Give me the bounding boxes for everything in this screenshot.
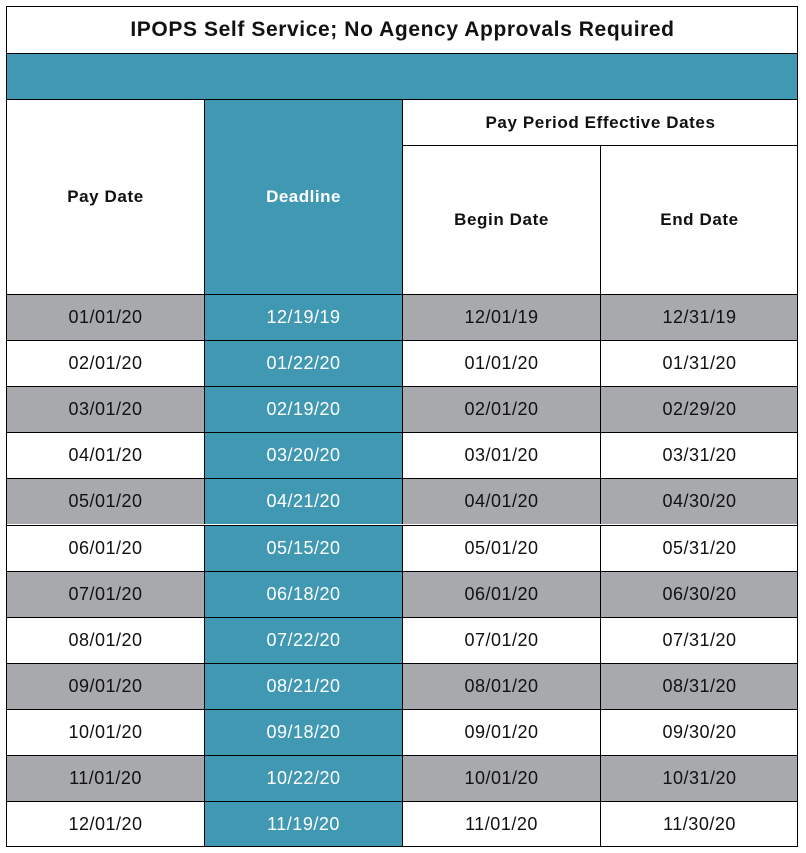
cell-begin-date: 03/01/20 bbox=[402, 432, 600, 478]
cell-begin-date: 05/01/20 bbox=[402, 525, 600, 571]
cell-pay-date: 01/01/20 bbox=[6, 294, 204, 340]
cell-begin-date: 11/01/20 bbox=[402, 801, 600, 847]
cell-pay-date: 05/01/20 bbox=[6, 478, 204, 524]
cell-end-date: 04/30/20 bbox=[600, 478, 798, 524]
cell-deadline: 11/19/20 bbox=[204, 801, 402, 847]
cell-pay-date: 06/01/20 bbox=[6, 525, 204, 571]
cell-deadline: 01/22/20 bbox=[204, 340, 402, 386]
cell-begin-date: 07/01/20 bbox=[402, 617, 600, 663]
header-effective-dates: Pay Period Effective Dates bbox=[402, 99, 798, 145]
cell-end-date: 01/31/20 bbox=[600, 340, 798, 386]
cell-begin-date: 02/01/20 bbox=[402, 386, 600, 432]
pay-schedule-table bbox=[6, 6, 798, 847]
cell-pay-date: 04/01/20 bbox=[6, 432, 204, 478]
cell-pay-date: 03/01/20 bbox=[6, 386, 204, 432]
accent-band bbox=[6, 53, 798, 99]
cell-end-date: 08/31/20 bbox=[600, 663, 798, 709]
table-title: IPOPS Self Service; No Agency Approvals Required bbox=[6, 6, 798, 53]
cell-pay-date: 10/01/20 bbox=[6, 709, 204, 755]
cell-end-date: 03/31/20 bbox=[600, 432, 798, 478]
cell-end-date: 12/31/19 bbox=[600, 294, 798, 340]
header-begin-date: Begin Date bbox=[402, 145, 600, 294]
cell-deadline: 02/19/20 bbox=[204, 386, 402, 432]
header-pay-date: Pay Date bbox=[6, 99, 204, 294]
cell-deadline: 12/19/19 bbox=[204, 294, 402, 340]
cell-begin-date: 04/01/20 bbox=[402, 478, 600, 524]
cell-pay-date: 02/01/20 bbox=[6, 340, 204, 386]
cell-begin-date: 12/01/19 bbox=[402, 294, 600, 340]
header-end-date: End Date bbox=[600, 145, 798, 294]
cell-end-date: 11/30/20 bbox=[600, 801, 798, 847]
cell-begin-date: 06/01/20 bbox=[402, 571, 600, 617]
cell-end-date: 10/31/20 bbox=[600, 755, 798, 801]
cell-end-date: 07/31/20 bbox=[600, 617, 798, 663]
cell-pay-date: 11/01/20 bbox=[6, 755, 204, 801]
cell-begin-date: 09/01/20 bbox=[402, 709, 600, 755]
cell-begin-date: 01/01/20 bbox=[402, 340, 600, 386]
cell-pay-date: 07/01/20 bbox=[6, 571, 204, 617]
header-deadline: Deadline bbox=[204, 99, 402, 294]
cell-end-date: 06/30/20 bbox=[600, 571, 798, 617]
cell-end-date: 05/31/20 bbox=[600, 525, 798, 571]
cell-pay-date: 12/01/20 bbox=[6, 801, 204, 847]
cell-deadline: 10/22/20 bbox=[204, 755, 402, 801]
cell-deadline: 09/18/20 bbox=[204, 709, 402, 755]
cell-deadline: 06/18/20 bbox=[204, 571, 402, 617]
cell-deadline: 04/21/20 bbox=[204, 478, 402, 524]
cell-deadline: 08/21/20 bbox=[204, 663, 402, 709]
cell-end-date: 09/30/20 bbox=[600, 709, 798, 755]
cell-deadline: 07/22/20 bbox=[204, 617, 402, 663]
cell-begin-date: 10/01/20 bbox=[402, 755, 600, 801]
cell-begin-date: 08/01/20 bbox=[402, 663, 600, 709]
cell-pay-date: 08/01/20 bbox=[6, 617, 204, 663]
cell-pay-date: 09/01/20 bbox=[6, 663, 204, 709]
cell-end-date: 02/29/20 bbox=[600, 386, 798, 432]
cell-deadline: 03/20/20 bbox=[204, 432, 402, 478]
cell-deadline: 05/15/20 bbox=[204, 525, 402, 571]
